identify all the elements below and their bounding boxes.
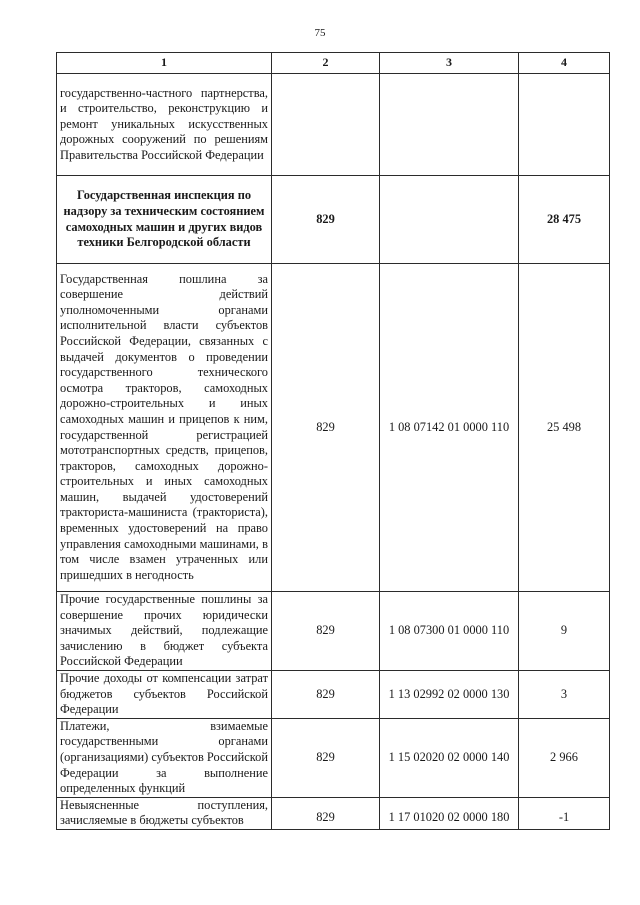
row-amount: 25 498: [519, 264, 610, 592]
row-description: Прочие государственные пошлины за совершение прочих юридически значимых действий, подлежащие зачислению в бюджет субъекта Российской Федерации: [57, 592, 272, 671]
header-col-4: 4: [519, 53, 610, 74]
row-amount: 2 966: [519, 718, 610, 797]
page-number: 75: [314, 27, 326, 39]
row-admin-code: 829: [272, 176, 380, 264]
row-description: государственно-частного партнерства, и строительство, реконструкцию и ремонт уникальных искусственных дорожных сооружений по решениям Правительства Российской Федерации: [57, 74, 272, 176]
row-budget-code: [380, 74, 519, 176]
table-row: [57, 176, 610, 264]
row-budget-code: 1 08 07300 01 0000 110: [380, 592, 519, 671]
row-admin-code: 829: [272, 718, 380, 797]
row-description: Платежи, взимаемые государственными органами (организациями) субъектов Российской Федерации за выполнение определенных функций: [57, 718, 272, 797]
header-col-3: 3: [380, 53, 519, 74]
row-description: Прочие доходы от компенсации затрат бюджетов субъектов Российской Федерации: [57, 670, 272, 718]
row-amount: -1: [519, 797, 610, 829]
row-admin-code: 829: [272, 592, 380, 671]
row-budget-code: [380, 176, 519, 264]
row-amount: 3: [519, 670, 610, 718]
row-budget-code: 1 08 07142 01 0000 110: [380, 264, 519, 592]
row-budget-code: 1 17 01020 02 0000 180: [380, 797, 519, 829]
row-budget-code: 1 15 02020 02 0000 140: [380, 718, 519, 797]
row-admin-code: 829: [272, 797, 380, 829]
row-admin-code: [272, 74, 380, 176]
table-row: [57, 718, 610, 797]
header-col-2: 2: [272, 53, 380, 74]
table-row: [57, 264, 610, 592]
header-col-1: 1: [57, 53, 272, 74]
row-description: Государственная инспекция по надзору за техническим состоянием самоходных машин и других видов техники Белгородской области: [57, 176, 272, 264]
table-row: [57, 592, 610, 671]
row-amount: [519, 74, 610, 176]
budget-table: [56, 52, 610, 830]
row-amount: 28 475: [519, 176, 610, 264]
row-admin-code: 829: [272, 670, 380, 718]
row-amount: 9: [519, 592, 610, 671]
table-row: [57, 74, 610, 176]
row-budget-code: 1 13 02992 02 0000 130: [380, 670, 519, 718]
row-description: Государственная пошлина за совершение действий уполномоченными органами исполнительной власти субъектов Российской Федерации, связанных с выдачей документов о проведении государственного технического осмотра тракторов, самоходных дорожно-строительных и иных самоходных машин и прицепов к ним, государственной регистрацией мототранспортных средств, прицепов, тракторов, самоходных дорожно-строительных и иных самоходных машин, выдачей удостоверений тракториста-машиниста (тракториста), временных удостоверений на право управления самоходными машинами, в том числе взамен утраченных или пришедших в негодность: [57, 264, 272, 592]
row-description: Невыясненные поступления, зачисляемые в бюджеты субъектов: [57, 797, 272, 829]
table-header-row: [57, 53, 610, 74]
table-row: [57, 797, 610, 829]
table-row: [57, 670, 610, 718]
row-admin-code: 829: [272, 264, 380, 592]
